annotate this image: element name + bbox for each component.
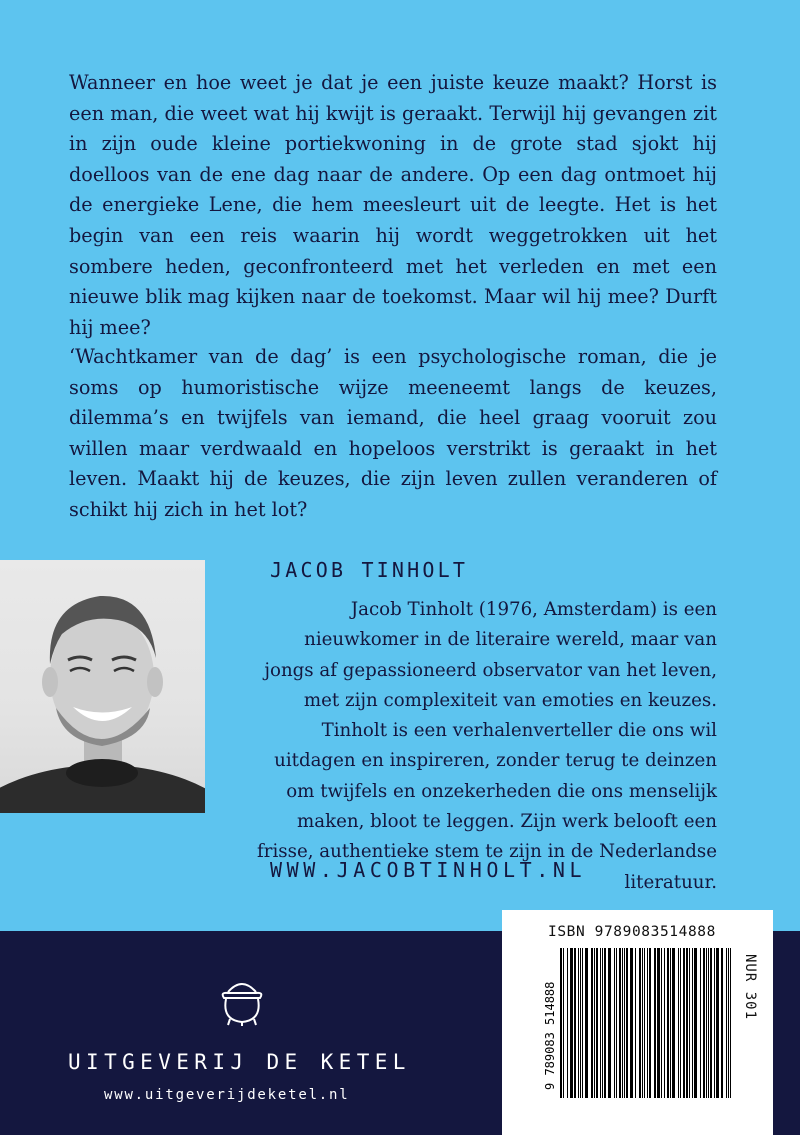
barcode-bar (622, 948, 623, 1098)
barcode-digits: 9 789083 514888 (543, 981, 557, 1090)
barcode-bar (580, 948, 581, 1098)
barcode-bar (730, 948, 731, 1098)
barcode-bar (728, 948, 729, 1098)
blurb-paragraph-1: Wanneer en hoe weet je dat je een juiste keuze maakt? Horst is een man, die weet wat hij kwijt is geraakt. Terwijl hij gevangen zit in zijn oude kleine portiekwoning in de grote stad sjokt hij doelloos van de ene dag naar de andere. Op een dag ontmoet hij de energieke Lene, die hem meesleurt uit de leegte. Het is het begin van een reis waarin hij wordt weggetrokken uit het sombere heden, geconfronteerd met het verleden en met een nieuwe blik mag kijken naar de toekomst. Maar wil hij mee? Durft hij mee? (69, 71, 717, 339)
barcode-bar (667, 948, 669, 1098)
author-name: JACOB TINHOLT (270, 558, 469, 582)
barcode-bar (694, 948, 697, 1098)
blurb-paragraph-2: ‘Wachtkamer van de dag’ is een psychologische roman, die je soms op humoristische wijze meeneemt langs de keuzes, dilemma’s en twijfels van iemand, die heel graag vooruit zou willen maar verdwaald en hopeloos verstrikt is geraakt in het leven. Maakt hij de keuzes, die zijn leven zullen veranderen of schikt hij zich in het lot? (69, 345, 717, 521)
barcode-bar (602, 948, 603, 1098)
barcode-bar (563, 948, 564, 1098)
barcode-bar (703, 948, 705, 1098)
barcode-graphic (536, 948, 734, 1100)
barcode-bar (639, 948, 641, 1098)
barcode-bar (649, 948, 651, 1098)
nur-label: NUR 301 (742, 954, 758, 1021)
barcode-bar (683, 948, 685, 1098)
barcode-bar (706, 948, 707, 1098)
barcode-bar (721, 948, 723, 1098)
barcode-bar (710, 948, 712, 1098)
barcode-bar (642, 948, 643, 1098)
publisher-url[interactable]: www.uitgeverijdeketel.nl (104, 1087, 350, 1103)
barcode-bar (578, 948, 579, 1098)
barcode-bar (560, 948, 562, 1098)
barcode-bar (654, 948, 656, 1098)
barcode-bar (678, 948, 679, 1098)
publisher-name: UITGEVERIJ DE KETEL (68, 1050, 411, 1074)
barcode-bar (689, 948, 690, 1098)
barcode-bar (574, 948, 576, 1098)
isbn-label: ISBN 9789083514888 (548, 924, 716, 940)
barcode-bar (686, 948, 688, 1098)
barcode-box (502, 910, 773, 1135)
barcode-bar (619, 948, 621, 1098)
author-bio: Jacob Tinholt (1976, Amsterdam) is een nieuwkomer in de literaire wereld, maar van jongs af gepassioneerd observator van het leven, met zijn complexiteit van emoties en keuzes. Tinholt is een verhalenverteller die ons wil uitdagen en inspireren, zonder terug te deinzen om twijfels en onzekerheden die ons menselijk maken, bloot te leggen. Zijn werk belooft een frisse, authentieke stem te zijn in de Nederlandse literatuur. (257, 599, 717, 893)
barcode-bar (680, 948, 681, 1098)
kettle-icon (220, 978, 264, 1032)
barcode-bar (661, 948, 662, 1098)
barcode-bar (608, 948, 611, 1098)
author-website[interactable]: WWW.JACOBTINHOLT.NL (270, 858, 587, 882)
barcode-bar (600, 948, 601, 1098)
barcode-bar (616, 948, 617, 1098)
barcode-bar (672, 948, 675, 1098)
barcode-bar (570, 948, 573, 1098)
barcode-bar (614, 948, 615, 1098)
barcode-bar (626, 948, 628, 1098)
barcode-bar (594, 948, 595, 1098)
barcode-bar (714, 948, 715, 1098)
barcode-bar (624, 948, 625, 1098)
barcode-bar (644, 948, 645, 1098)
barcode-bar (596, 948, 598, 1098)
barcode-bar (630, 948, 633, 1098)
barcode-bar (708, 948, 709, 1098)
author-photo (0, 560, 205, 813)
barcode-bar (635, 948, 636, 1098)
barcode-bar (591, 948, 593, 1098)
barcode-bar (647, 948, 648, 1098)
barcode-bar (664, 948, 665, 1098)
barcode-bar (670, 948, 671, 1098)
barcode-bar (585, 948, 588, 1098)
barcode-bar (700, 948, 701, 1098)
barcode-bar (657, 948, 660, 1098)
barcode-bar (567, 948, 568, 1098)
barcode-bar (582, 948, 583, 1098)
barcode-bar (692, 948, 693, 1098)
barcode-bar (726, 948, 727, 1098)
barcode-bar (604, 948, 606, 1098)
barcode-bar (716, 948, 719, 1098)
